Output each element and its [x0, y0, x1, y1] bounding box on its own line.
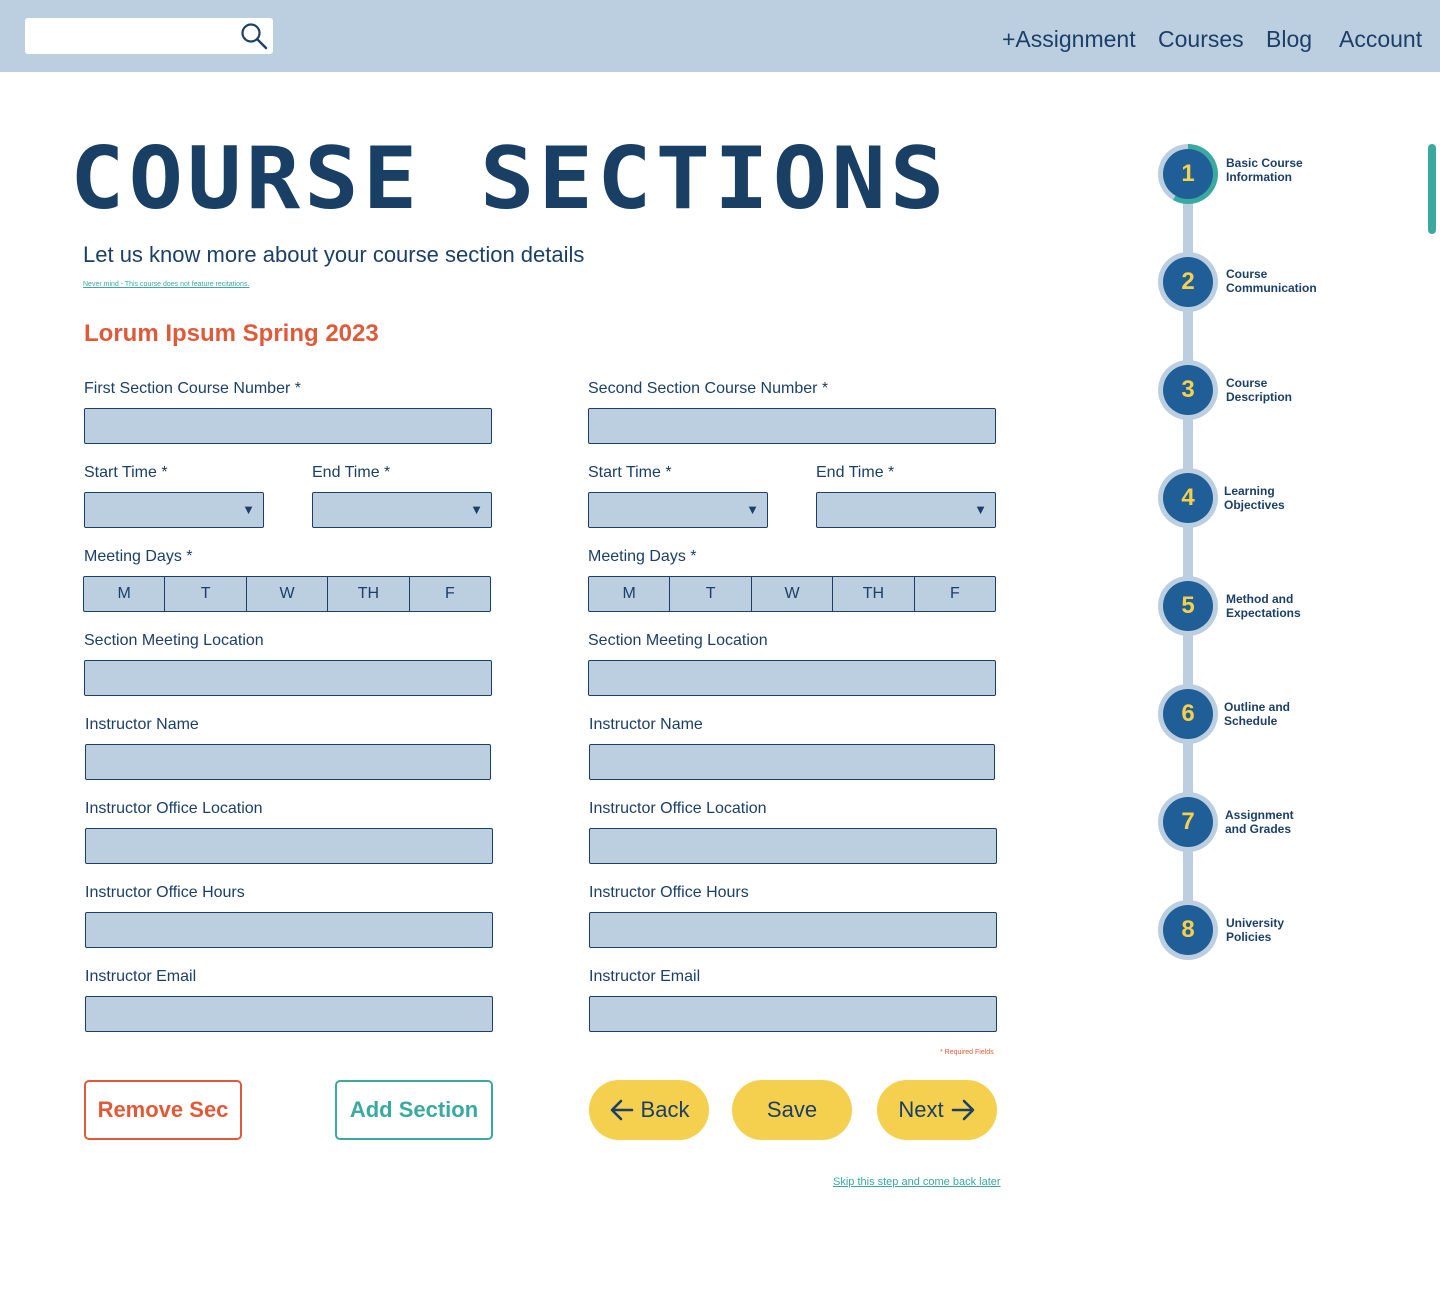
- section1-day-tuesday[interactable]: T: [165, 577, 246, 611]
- section2-course-number-label: Second Section Course Number *: [588, 380, 829, 397]
- section1-instructor-name-field[interactable]: [85, 744, 491, 780]
- search-icon[interactable]: [240, 22, 268, 50]
- section1-location-label: Section Meeting Location: [84, 632, 264, 649]
- add-section-button[interactable]: Add Section: [335, 1080, 493, 1140]
- section1-email-field[interactable]: [85, 996, 493, 1032]
- section1-start-time-select[interactable]: [84, 492, 264, 528]
- step-8-label[interactable]: University Policies: [1226, 916, 1285, 944]
- nav-account[interactable]: Account: [1339, 26, 1423, 52]
- search-box[interactable]: [25, 18, 273, 54]
- section2-day-thursday[interactable]: TH: [833, 577, 914, 611]
- section2-email-input[interactable]: [590, 997, 996, 1031]
- section2-email-label: Instructor Email: [589, 968, 701, 985]
- no-recitation-link[interactable]: Never mind - This course does not feature recitations.: [83, 281, 250, 288]
- section2-start-time-select[interactable]: [588, 492, 768, 528]
- section1-course-number-field[interactable]: [84, 408, 492, 444]
- section1-office-hours-field[interactable]: [85, 912, 493, 948]
- search-input[interactable]: [25, 18, 235, 54]
- remove-section-button[interactable]: Remove Sec: [84, 1080, 242, 1140]
- section2-day-wednesday[interactable]: W: [752, 577, 833, 611]
- section2-course-number-field[interactable]: [588, 408, 996, 444]
- section1-office-location-field[interactable]: [85, 828, 493, 864]
- section2-location-label: Section Meeting Location: [588, 632, 768, 649]
- next-button-label: Next: [898, 1097, 944, 1122]
- step-2-number: 2: [1163, 257, 1213, 307]
- step-4[interactable]: [1158, 468, 1218, 528]
- section1-meeting-days: [83, 576, 491, 612]
- section1-office-hours-input[interactable]: [86, 913, 492, 947]
- section2-office-hours-label: Instructor Office Hours: [589, 884, 749, 901]
- top-bar: [0, 0, 1440, 72]
- caret-down-icon: ▼: [470, 502, 483, 517]
- section2-meeting-days-label: Meeting Days *: [588, 548, 697, 565]
- section1-day-friday[interactable]: F: [444, 585, 455, 602]
- section1-office-location-label: Instructor Office Location: [85, 800, 263, 817]
- section2-instructor-name-input[interactable]: [590, 745, 994, 779]
- step-4-number: 4: [1163, 473, 1213, 523]
- section1-location-input[interactable]: [85, 661, 491, 695]
- arrow-right-icon: [950, 1097, 976, 1123]
- nav-add-assignment[interactable]: +Assignment: [1002, 26, 1136, 52]
- section1-email-label: Instructor Email: [85, 968, 197, 985]
- section1-instructor-name-input[interactable]: [86, 745, 490, 779]
- section1-course-number-input[interactable]: [85, 409, 491, 443]
- step-6-label[interactable]: Outline and Schedule: [1224, 700, 1290, 728]
- step-6[interactable]: [1158, 684, 1218, 744]
- caret-down-icon: ▼: [242, 502, 255, 517]
- section2-start-time-label: Start Time *: [588, 464, 672, 481]
- section1-day-monday[interactable]: M: [84, 577, 165, 611]
- section1-office-hours-label: Instructor Office Hours: [85, 884, 245, 901]
- step-1[interactable]: [1158, 144, 1218, 204]
- step-1-label[interactable]: Basic Course Information: [1226, 156, 1303, 184]
- skip-step-link[interactable]: Skip this step and come back later: [833, 1176, 1001, 1188]
- scrollbar-thumb[interactable]: [1428, 144, 1436, 234]
- step-5-label[interactable]: Method and Expectations: [1226, 592, 1301, 620]
- section2-day-tuesday[interactable]: T: [670, 577, 751, 611]
- section1-end-time-label: End Time *: [312, 464, 391, 481]
- section2-location-input[interactable]: [589, 661, 995, 695]
- step-1-number: 1: [1163, 149, 1213, 199]
- step-5-number: 5: [1163, 581, 1213, 631]
- section2-instructor-name-field[interactable]: [589, 744, 995, 780]
- semester-title: Lorum Ipsum Spring 2023: [84, 320, 379, 347]
- step-7-label[interactable]: Assignment and Grades: [1225, 808, 1294, 836]
- save-button[interactable]: [732, 1080, 852, 1140]
- caret-down-icon: ▼: [974, 502, 987, 517]
- step-8-number: 8: [1163, 905, 1213, 955]
- step-2[interactable]: [1158, 252, 1218, 312]
- step-5[interactable]: [1158, 576, 1218, 636]
- section2-end-time-select[interactable]: [816, 492, 996, 528]
- section1-day-wednesday[interactable]: W: [247, 577, 328, 611]
- step-3-number: 3: [1163, 365, 1213, 415]
- section2-office-location-input[interactable]: [590, 829, 996, 863]
- section1-meeting-days-label: Meeting Days *: [84, 548, 193, 565]
- arrow-left-icon: [609, 1097, 635, 1123]
- section2-location-field[interactable]: [588, 660, 996, 696]
- step-8[interactable]: [1158, 900, 1218, 960]
- back-button-label: Back: [640, 1097, 690, 1122]
- section1-location-field[interactable]: [84, 660, 492, 696]
- section2-course-number-input[interactable]: [589, 409, 995, 443]
- section1-course-number-label: First Section Course Number *: [84, 380, 301, 397]
- section1-end-time-select[interactable]: [312, 492, 492, 528]
- section2-end-time-label: End Time *: [816, 464, 895, 481]
- page-subtitle: Let us know more about your course section details: [83, 242, 585, 267]
- section2-email-field[interactable]: [589, 996, 997, 1032]
- required-fields-note: * Required Fields: [940, 1049, 994, 1056]
- section2-day-friday[interactable]: F: [949, 585, 960, 602]
- nav-courses[interactable]: Courses: [1158, 26, 1244, 52]
- step-4-label[interactable]: Learning Objectives: [1224, 484, 1285, 512]
- back-button[interactable]: [589, 1080, 709, 1140]
- section2-office-location-field[interactable]: [589, 828, 997, 864]
- nav-blog[interactable]: Blog: [1266, 26, 1313, 52]
- section2-instructor-name-label: Instructor Name: [589, 716, 703, 733]
- next-button[interactable]: [877, 1080, 997, 1140]
- step-7[interactable]: [1158, 792, 1218, 852]
- step-2-label[interactable]: Course Communication: [1226, 267, 1317, 295]
- section1-email-input[interactable]: [86, 997, 492, 1031]
- step-3-label[interactable]: Course Description: [1226, 376, 1293, 404]
- page-title: COURSE SECTIONS: [70, 129, 949, 229]
- section2-meeting-days: [588, 576, 996, 612]
- step-7-number: 7: [1163, 797, 1213, 847]
- caret-down-icon: ▼: [746, 502, 759, 517]
- step-6-number: 6: [1163, 689, 1213, 739]
- section2-office-hours-field[interactable]: [589, 912, 997, 948]
- section2-day-monday[interactable]: M: [589, 577, 670, 611]
- section1-office-location-input[interactable]: [86, 829, 492, 863]
- section2-office-location-label: Instructor Office Location: [589, 800, 767, 817]
- save-button-label: Save: [766, 1097, 818, 1122]
- section2-office-hours-input[interactable]: [590, 913, 996, 947]
- section1-instructor-name-label: Instructor Name: [85, 716, 199, 733]
- section1-day-thursday[interactable]: TH: [328, 577, 409, 611]
- section1-start-time-label: Start Time *: [84, 464, 168, 481]
- step-3[interactable]: [1158, 360, 1218, 420]
